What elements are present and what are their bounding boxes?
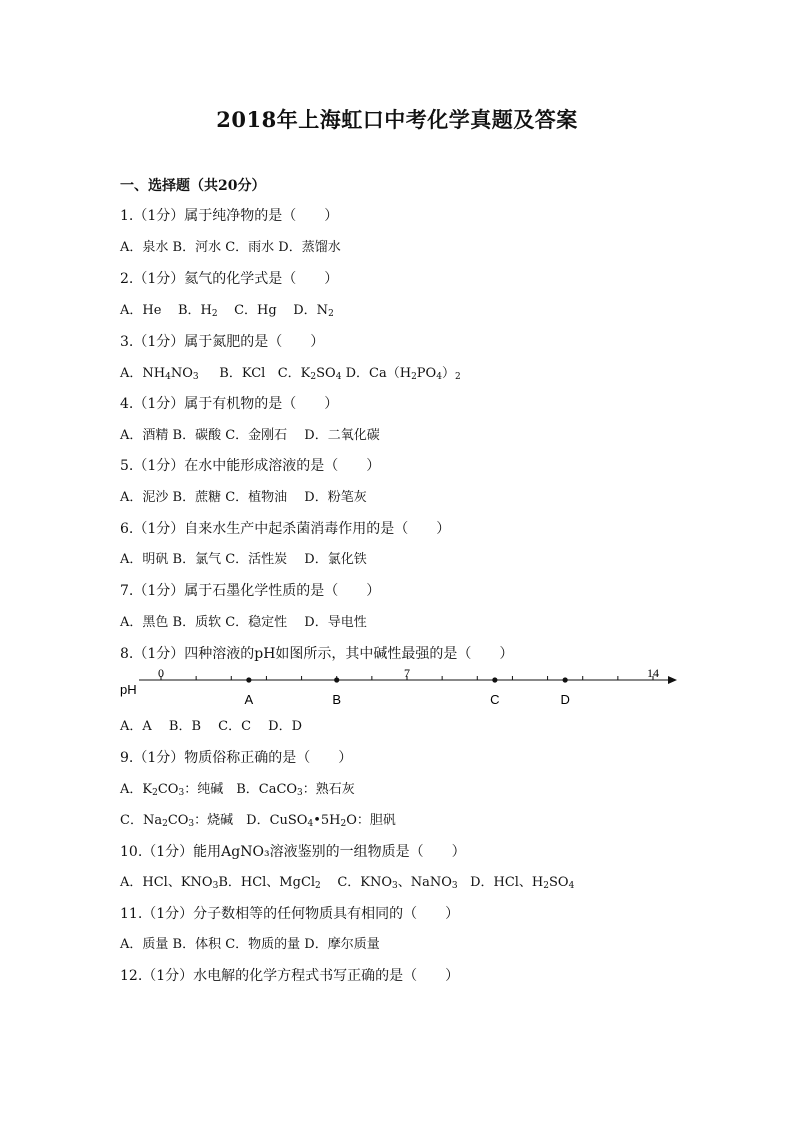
question-3-options (120, 365, 461, 383)
option-a: A．K (120, 782, 153, 797)
option-c: C．Na (120, 813, 163, 828)
question-11: 11.（1分）分子数相等的任何物质具有相同的（ ） (120, 906, 460, 922)
question-5-options: A．泥沙 B．蔗糖 C．植物油 D．粉笔灰 (120, 490, 367, 505)
question-8-options: A．A B．B C．C D．D (120, 719, 303, 734)
subscript: 4 (568, 881, 575, 891)
question-3: 3.（1分）属于氮肥的是（ ） (120, 334, 325, 350)
subscript: 2 (310, 372, 317, 382)
subscript: 2 (454, 372, 461, 382)
subscript: 4 (436, 372, 442, 382)
question-1-options: A．泉水 B．河水 C．雨水 D．蒸馏水 (120, 240, 341, 255)
ph-point-label: A (244, 692, 254, 707)
subscript: 3 (178, 788, 185, 798)
option-d: D．HCl、H (470, 875, 544, 890)
question-2-options (120, 302, 334, 320)
subscript: 3 (188, 819, 195, 829)
subscript: 4 (165, 372, 171, 382)
ph-point-label: D (560, 692, 570, 707)
question-6-options: A．明矾 B．氯气 C．活性炭 D．氯化铁 (120, 552, 367, 567)
ph-point-c (492, 677, 497, 682)
question-4: 4.（1分）属于有机物的是（ ） (120, 396, 339, 412)
formula-part: SO (549, 875, 569, 890)
subscript: 2 (340, 819, 347, 829)
tick-label: 14 (647, 668, 659, 680)
formula-part: 、NaNO (397, 875, 452, 890)
question-5: 5.（1分）在水中能形成溶液的是（ ） (120, 458, 381, 474)
axis-label: pH (120, 682, 137, 697)
question-12: 12.（1分）水电解的化学方程式书写正确的是（ ） (120, 968, 460, 984)
axis-points (245, 677, 570, 707)
formula-part: •5H (313, 813, 341, 828)
option-a: A．NH (120, 366, 166, 381)
tick-label: 7 (404, 668, 410, 680)
subscript: 3 (192, 372, 199, 382)
question-4-options: A．酒精 B．碳酸 C．金刚石 D．二氧化碳 (120, 428, 380, 443)
axis-arrow (668, 676, 677, 684)
option-c: C．Hg (234, 303, 277, 318)
question-9-options-ab (120, 781, 355, 799)
subscript: 4 (307, 819, 314, 829)
ph-point-d (563, 677, 568, 682)
subscript: 2 (152, 788, 158, 798)
ph-number-line (115, 668, 690, 710)
question-9: 9.（1分）物质俗称正确的是（ ） (120, 750, 353, 766)
option-d: D．N (293, 303, 329, 318)
ph-point-label: C (490, 692, 500, 707)
formula-part: ） (441, 366, 455, 381)
axis-ticks (158, 668, 659, 680)
formula-part: NO (170, 366, 193, 381)
subscript: 2 (162, 819, 168, 829)
question-10-options (120, 874, 574, 892)
subscript: 2 (543, 881, 549, 891)
option-d: ：烧碱 D．CuSO (194, 813, 308, 828)
option-b: B．H (177, 303, 212, 318)
option-a: A．HCl、KNO (120, 875, 213, 890)
formula-part: SO (316, 366, 336, 381)
option-c: C．K (277, 366, 311, 381)
tick-label: 0 (158, 668, 164, 680)
subscript: 4 (335, 372, 342, 382)
formula-part: CO (157, 782, 179, 797)
ph-point-a (246, 677, 251, 682)
question-10: 10.（1分）能用AgNO₃溶液鉴别的一组物质是（ ） (120, 844, 466, 860)
subscript: 2 (328, 309, 334, 319)
question-2: 2.（1分）氦气的化学式是（ ） (120, 271, 339, 287)
formula-part: PO (416, 366, 437, 381)
subscript: 2 (211, 309, 218, 319)
option-a: A．He (120, 303, 162, 318)
option-b: B．HCl、MgCl (218, 875, 316, 890)
subscript: 3 (451, 881, 458, 891)
formula-part: CO (167, 813, 189, 828)
option-c: C．KNO (337, 875, 393, 890)
formula-part: ：熟石灰 (302, 782, 355, 797)
page-title: 2018年上海虹口中考化学真题及答案 (216, 107, 578, 132)
subscript: 2 (411, 372, 417, 382)
question-6: 6.（1分）自来水生产中起杀菌消毒作用的是（ ） (120, 521, 451, 537)
ph-point-label: B (332, 692, 342, 707)
subscript: 2 (315, 881, 321, 891)
question-7-options: A．黑色 B．质软 C．稳定性 D．导电性 (120, 615, 367, 630)
question-1: 1.（1分）属于纯净物的是（ ） (120, 208, 339, 224)
formula-part: O：胆矾 (346, 813, 396, 828)
question-9-options-cd (120, 812, 396, 830)
subscript: 3 (297, 788, 303, 798)
question-11-options: A．质量 B．体积 C．物质的量 D．摩尔质量 (120, 937, 380, 952)
subscript: 3 (212, 881, 219, 891)
option-d: D．Ca（H (345, 366, 412, 381)
question-7: 7.（1分）属于石墨化学性质的是（ ） (120, 583, 381, 599)
ph-point-b (334, 677, 339, 682)
option-b: ：纯碱 B．CaCO (184, 782, 298, 797)
section-heading: 一、选择题（共20分） (120, 178, 266, 194)
option-b: B．KCl (219, 366, 266, 381)
question-8: 8.（1分）四种溶液的pH如图所示，其中碱性最强的是（ ） (120, 646, 514, 662)
subscript: 3 (392, 881, 398, 891)
